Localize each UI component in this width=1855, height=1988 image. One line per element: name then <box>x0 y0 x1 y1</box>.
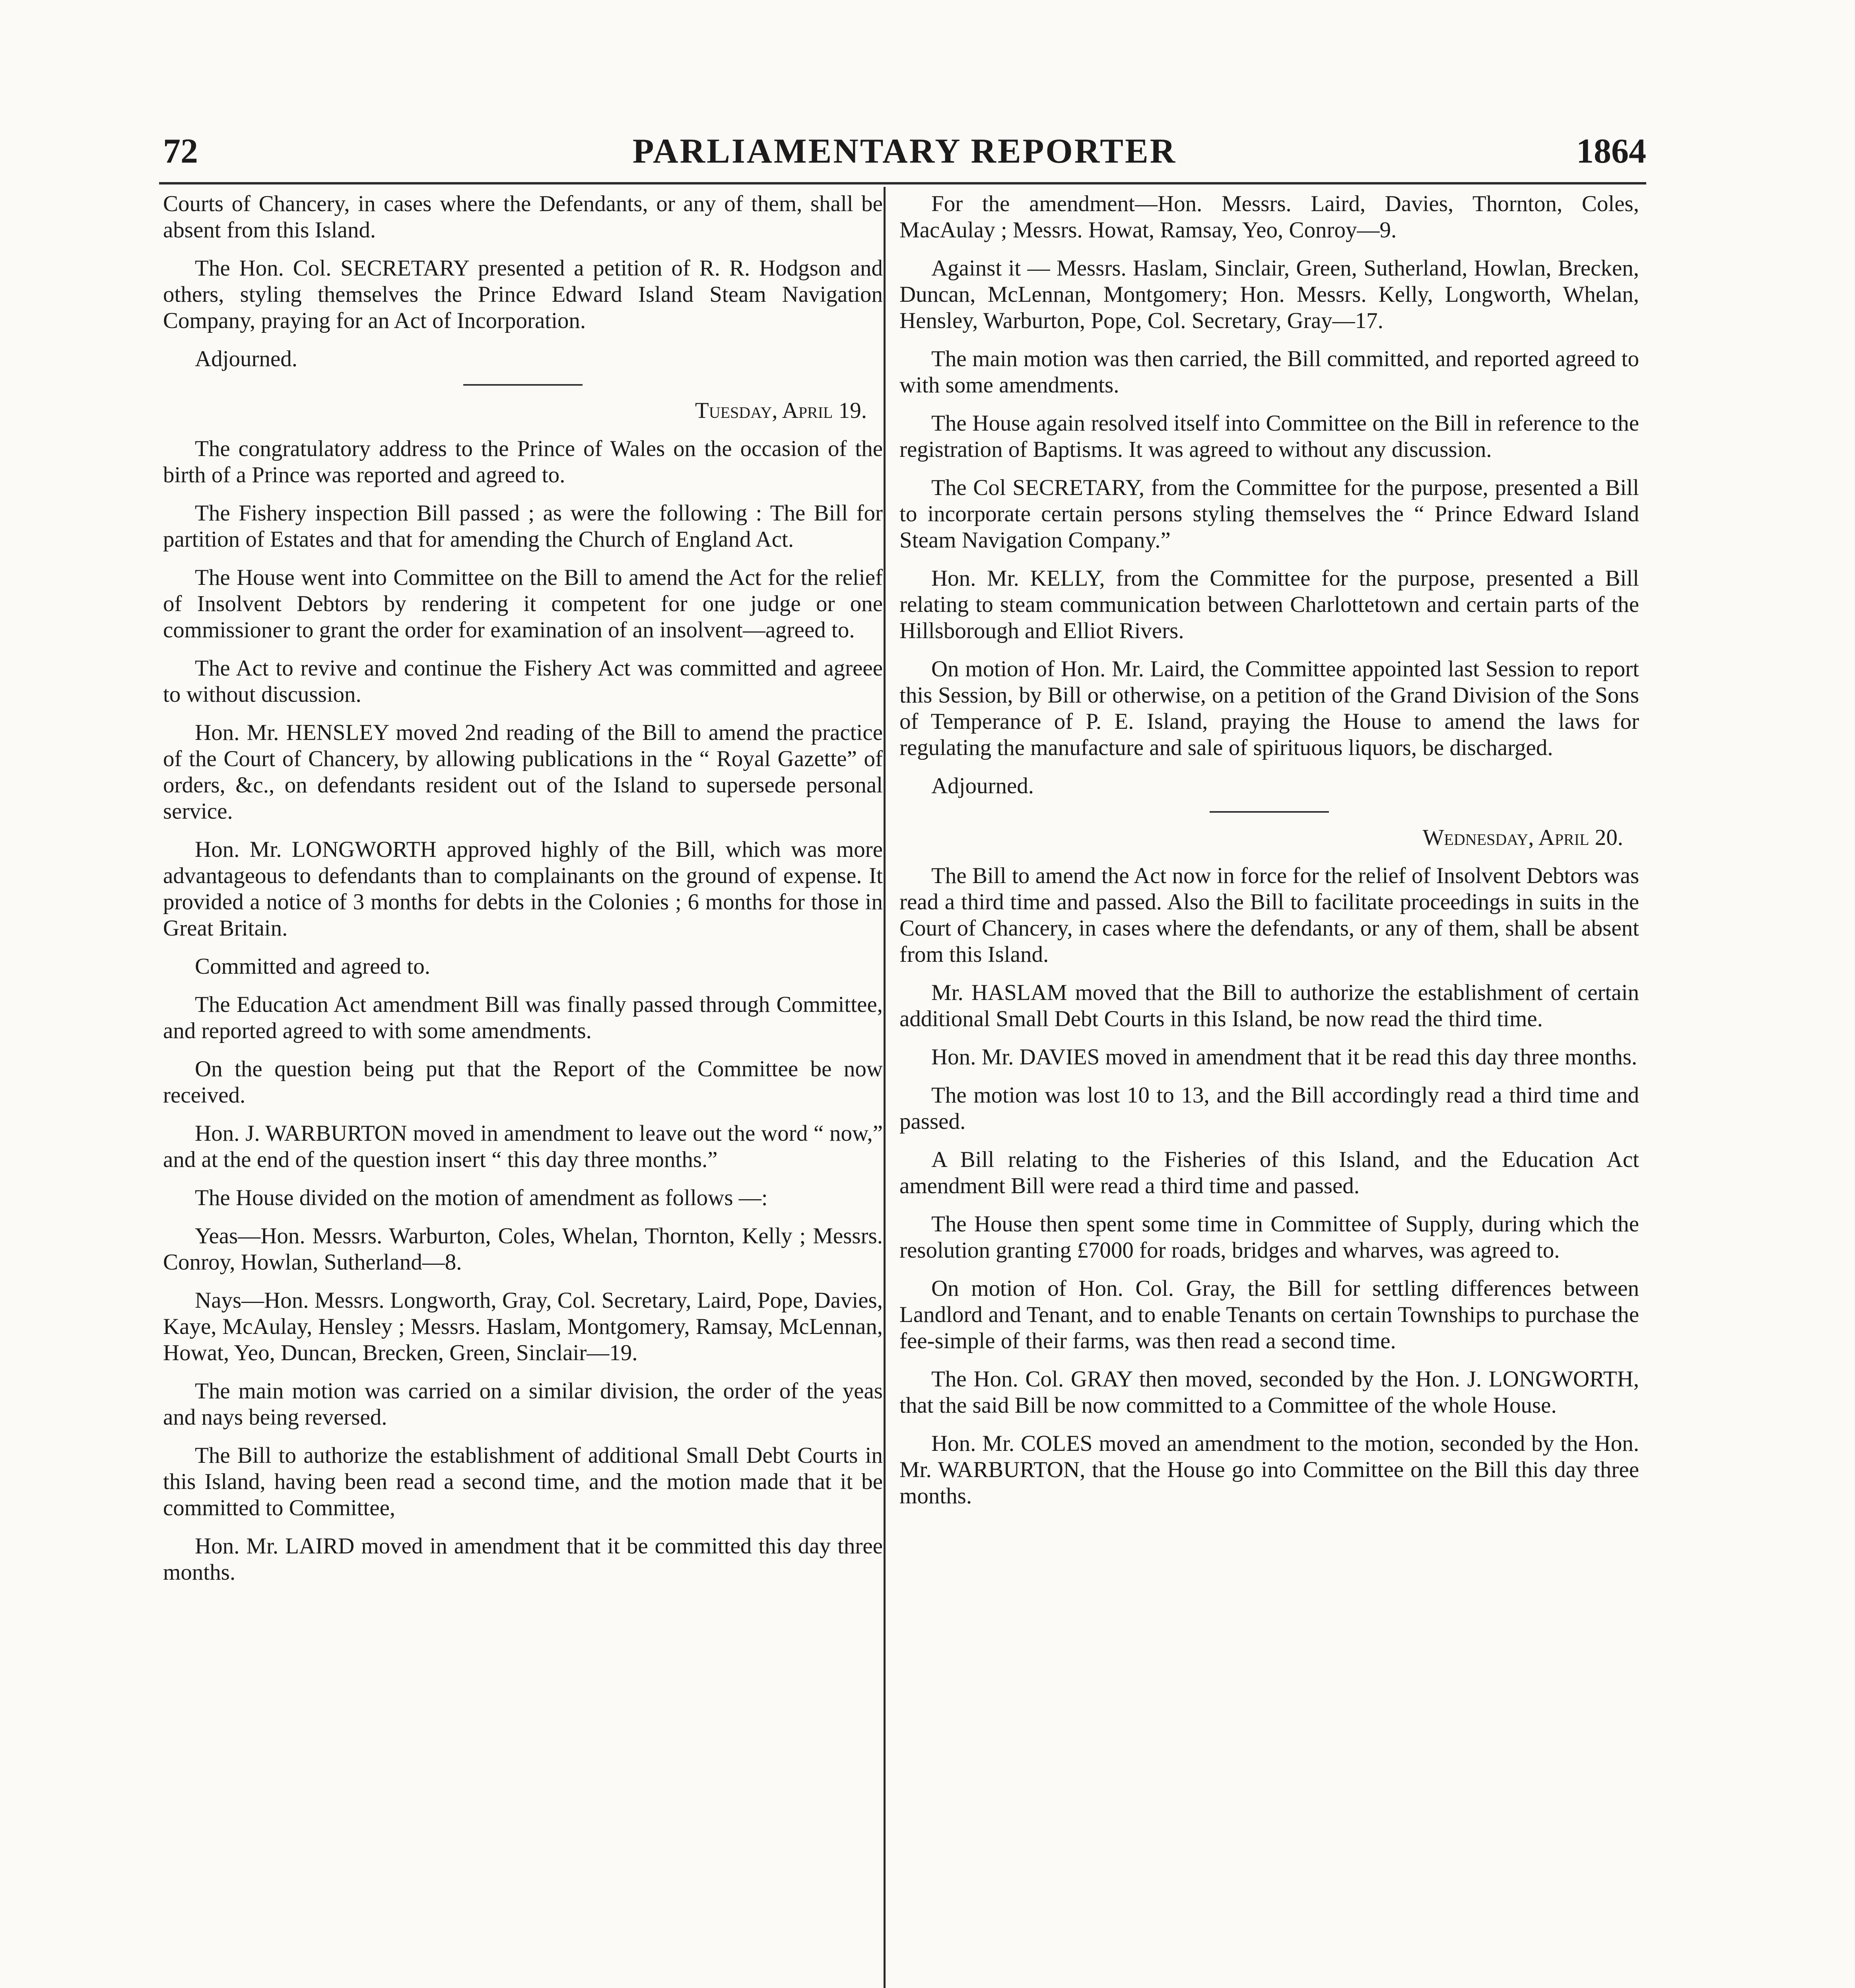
paragraph: The Hon. Col. GRAY then moved, seconded by the Hon. J. LONGWORTH, that the said Bill be now committed to a Committee of the whole House. <box>899 1367 1639 1418</box>
paragraph: Adjourned. <box>195 346 298 371</box>
paragraph: The House went into Committee on the Bill to amend the Act for the relief of Insolvent Debtors by rendering it competent for one judge or one commissioner to grant the order for examination of an insolvent—agreed to. <box>163 565 883 643</box>
paragraph: Hon. Mr. HENSLEY moved 2nd reading of the Bill to amend the practice of the Court of Chancery, by allowing publications in the “ Royal Gazette” of orders, &c., on defendants resident out of the Island to supersede personal service. <box>163 720 883 824</box>
paragraph: The Bill to authorize the establishment of additional Small Debt Courts in this Island, having been read a second time, and the motion made that it be committed to Committee, <box>163 1443 883 1520</box>
paragraph: On the question being put that the Report of the Committee be now received. <box>163 1056 883 1108</box>
paragraph: The congratulatory address to the Prince of Wales on the occasion of the birth of a Prince was reported and agreed to. <box>163 436 883 487</box>
paragraph: The main motion was carried on a similar division, the order of the yeas and nays being reversed. <box>163 1378 883 1430</box>
paragraph: The House then spent some time in Committee of Supply, during which the resolution granting £7000 for roads, bridges and wharves, was agreed to. <box>899 1211 1639 1263</box>
paragraph: Yeas—Hon. Messrs. Warburton, Coles, Whelan, Thornton, Kelly ; Messrs. Conroy, Howlan, Sutherland—8. <box>163 1223 883 1275</box>
paragraph: The Education Act amendment Bill was finally passed through Committee, and reported agreed to with some amendments. <box>163 992 883 1043</box>
paragraph: Against it — Messrs. Haslam, Sinclair, Green, Sutherland, Howlan, Brecken, Duncan, McLennan, Montgomery; Hon. Messrs. Kelly, Longworth, Whelan, Hensley, Warburton, Pope, Col. Secretary, Gray—17. <box>899 256 1639 333</box>
paragraph: Hon. Mr. LONGWORTH approved highly of the Bill, which was more advantageous to defendants than to complainants on the ground of expense. It provided a notice of 3 months for debts in the Colonies ; 6 months for those in Great Britain. <box>163 837 883 941</box>
paragraph: The main motion was then carried, the Bill committed, and reported agreed to with some amendments. <box>899 346 1639 398</box>
paragraph: The Fishery inspection Bill passed ; as were the following : The Bill for partition of Estates and that for amending the Church of England Act. <box>163 501 883 552</box>
left-column <box>163 191 883 1598</box>
paragraph: The Act to revive and continue the Fishery Act was committed and agreee to without discussion. <box>163 656 883 707</box>
paragraph: Committed and agreed to. <box>195 954 431 979</box>
paragraph: Nays—Hon. Messrs. Longworth, Gray, Col. Secretary, Laird, Pope, Davies, Kaye, McAulay, Hensley ; Messrs. Haslam, Montgomery, Ramsay, McLennan, Howat, Yeo, Duncan, Brecken, Green, Sinclair—19. <box>163 1288 883 1365</box>
paragraph: The House divided on the motion of amendment as follows —: <box>195 1185 768 1210</box>
section-separator <box>463 384 583 386</box>
paragraph: Hon. Mr. KELLY, from the Committee for the purpose, presented a Bill relating to steam communication between Charlottetown and certain parts of the Hillsborough and Elliot Rivers. <box>899 566 1639 643</box>
paragraph: The Bill to amend the Act now in force for the relief of Insolvent Debtors was read a third time and passed. Also the Bill to facilitate proceedings in suits in the Court of Chancery, in cases where the defendants, or any of them, shall be absent from this Island. <box>899 863 1639 967</box>
paragraph: Courts of Chancery, in cases where the Defendants, or any of them, shall be absent from this Island. <box>163 191 883 243</box>
paragraph: For the amendment—Hon. Messrs. Laird, Davies, Thornton, Coles, MacAulay ; Messrs. Howat, Ramsay, Yeo, Conroy—9. <box>899 191 1639 243</box>
column-divider <box>884 187 886 1988</box>
page-year: 1864 <box>1576 132 1646 171</box>
page-number: 72 <box>163 132 198 171</box>
paragraph: Adjourned. <box>931 773 1034 798</box>
paragraph: Hon. Mr. LAIRD moved in amendment that it be committed this day three months. <box>163 1534 883 1585</box>
paragraph: Hon. Mr. DAVIES moved in amendment that it be read this day three months. <box>931 1044 1637 1070</box>
paragraph: The motion was lost 10 to 13, and the Bill accordingly read a third time and passed. <box>899 1083 1639 1134</box>
section-separator <box>1210 811 1329 813</box>
paragraph: The Hon. Col. SECRETARY presented a petition of R. R. Hodgson and others, styling themselves the Prince Edward Island Steam Navigation Company, praying for an Act of Incorporation. <box>163 256 883 333</box>
paragraph: On motion of Hon. Mr. Laird, the Committee appointed last Session to report this Session, by Bill or otherwise, on a petition of the Grand Division of the Sons of Temperance of P. E. Island, praying the House to amend the laws for regulating the manufacture and sale of spirituous liquors, be discharged. <box>899 656 1639 760</box>
paragraph: The Col SECRETARY, from the Committee for the purpose, presented a Bill to incorporate certain persons styling themselves the “ Prince Edward Island Steam Navigation Company.” <box>899 475 1639 553</box>
publication-title: PARLIAMENTARY REPORTER <box>632 132 1177 171</box>
paragraph: Hon. J. WARBURTON moved in amendment to leave out the word “ now,” and at the end of the question insert “ this day three months.” <box>163 1121 883 1172</box>
paragraph: Mr. HASLAM moved that the Bill to authorize the establishment of certain additional Small Debt Courts in this Island, be now read the third time. <box>899 980 1639 1031</box>
paragraph: Hon. Mr. COLES moved an amendment to the motion, seconded by the Hon. Mr. WARBURTON, that the House go into Committee on the Bill this day three months. <box>899 1431 1639 1508</box>
dateline: Wednesday, April 20. <box>1422 825 1623 850</box>
paragraph: On motion of Hon. Col. Gray, the Bill for settling differences between Landlord and Tenant, and to enable Tenants on certain Townships to purchase the fee-simple of their farms, was then read a second time. <box>899 1276 1639 1353</box>
paragraph: A Bill relating to the Fisheries of this Island, and the Education Act amendment Bill were read a third time and passed. <box>899 1147 1639 1198</box>
header-rule <box>159 182 1646 184</box>
right-column <box>899 191 1639 1521</box>
dateline: Tuesday, April 19. <box>695 398 867 423</box>
page-header <box>163 131 1646 175</box>
paragraph: The House again resolved itself into Committee on the Bill in reference to the registration of Baptisms. It was agreed to without any discussion. <box>899 411 1639 462</box>
